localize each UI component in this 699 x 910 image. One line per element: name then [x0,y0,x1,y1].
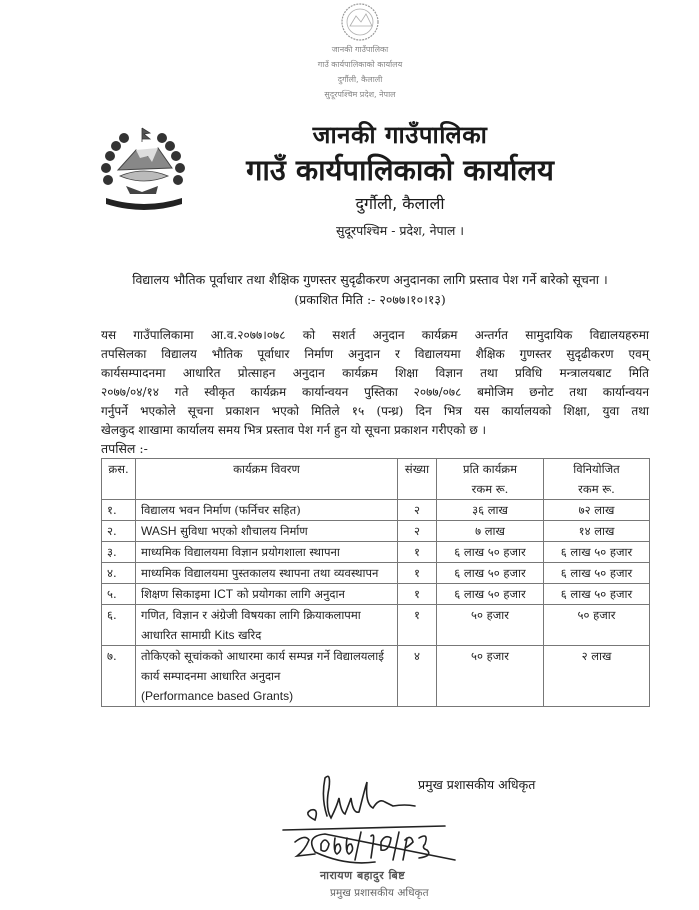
row-serial: ६. [102,605,136,646]
body-line: खेलकुद शाखामा कार्यालय समय भित्र प्रस्ताव पेश गर्न हुन यो सूचना प्रकाशन गरीएको छ । [101,423,487,437]
seal-line-4: सुदूरपश्चिम प्रदेश, नेपाल [324,90,396,99]
seal-line-3: दुर्गौली, कैलाली [337,75,383,84]
header-per-program-line1: प्रति कार्यक्रम [463,462,517,476]
row-quantity: १ [398,563,437,584]
row-serial: २. [102,521,136,542]
header-quantity: संख्या [398,459,437,500]
coat-of-arms-icon [96,124,192,214]
municipality-name: जानकी गाउँपालिका [312,121,488,149]
grant-programs-table [101,458,650,707]
row-allocated: ७२ लाख [544,500,650,521]
table-row [102,605,650,646]
office-province: सुदूरपश्चिम - प्रदेश, नेपाल । [335,223,465,238]
table-row [102,584,650,605]
row-description: माध्यमिक विद्यालयमा विज्ञान प्रयोगशाला स्थापना [136,542,398,563]
signatory-name: नारायण बहादुर बिष्ट [320,869,406,882]
seal-line-2: गाउँ कार्यपालिकाको कार्यालय [317,60,403,69]
table-row [102,521,650,542]
header-description: कार्यक्रम विवरण [136,459,398,500]
office-location: दुर्गौली, कैलाली [355,194,445,213]
office-seal-stamp [290,2,430,106]
row-per-program: ६ लाख ५० हजार [437,563,544,584]
row-serial: ७. [102,646,136,707]
row-description-pre: तोकिएको सूचांकको आधारमा कार्य सम्पन्न गर्ने विद्यालयलाई कार्य सम्पादनमा आधारित अनुदान [141,649,384,683]
row-allocated: ६ लाख ५० हजार [544,584,650,605]
row-description [136,521,398,542]
seal-line-1: जानकी गाउँपालिका [331,45,389,54]
body-line: कार्यसम्पादनमा आधारित प्रोत्साहन अनुदान कार्यक्रम शिक्षा विज्ञान तथा प्रविधि मन्त्रालयबाट मिति [101,366,649,380]
row-per-program: ३६ लाख [437,500,544,521]
row-description-latin: ICT [213,587,234,601]
header-allocated-line1: विनियोजित [573,462,620,476]
row-description [136,584,398,605]
row-description-latin: WASH [141,524,177,538]
table-row [102,646,650,707]
body-line: तपसिलका विद्यालय भौतिक पूर्वाधार निर्माण अनुदान र विद्यालयमा शैक्षिक गुणस्तर सुदृढीकरण एवम् [101,347,649,361]
header-per-program-line2: रकम रू. [471,482,509,496]
seal-emblem-icon [290,2,430,42]
row-description-latin: (Performance based Grants) [141,689,294,703]
row-serial: ५. [102,584,136,605]
row-description-text: सुविधा भएको शौचालय निर्माण [176,524,308,538]
notice-subject: विद्यालय भौतिक पूर्वाधार तथा शैक्षिक गुणस्तर सुदृढीकरण अनुदानका लागि प्रस्ताव पेश गर्ने बारेको सूचना । [132,272,608,287]
header-per-program [437,459,544,500]
row-per-program: ५० हजार [437,605,544,646]
row-per-program: ६ लाख ५० हजार [437,584,544,605]
row-quantity: २ [398,521,437,542]
row-quantity: १ [398,584,437,605]
table-row [102,500,650,521]
header-serial: क्रस. [102,459,136,500]
body-line: २०७७/०४/१४ गते स्वीकृत कार्यक्रम कार्यान्वयन पुस्तिका २०७७/०७८ बमोजिम छनोट तथा कार्यान्वयन [101,385,649,399]
row-serial: ३. [102,542,136,563]
row-per-program: ६ लाख ५० हजार [437,542,544,563]
header-allocated-line2: रकम रू. [578,482,615,496]
row-description-pre: गणित, विज्ञान र अंग्रेजी विषयका लागि क्रियाकलापमा आधारित सामाग्री [141,608,361,642]
row-quantity: १ [398,605,437,646]
row-description: माध्यमिक विद्यालयमा पुस्तकालय स्थापना तथा व्यवस्थापन [136,563,398,584]
row-quantity: ४ [398,646,437,707]
table-row [102,563,650,584]
row-description-text: खरिद [234,628,262,642]
row-serial: १. [102,500,136,521]
table-header-row [102,459,650,500]
row-description-pre: शिक्षण सिकाइमा [141,587,214,601]
nepal-emblem-logo [96,124,192,214]
row-description: विद्यालय भवन निर्माण (फर्निचर सहित) [136,500,398,521]
row-serial: ४. [102,563,136,584]
body-line: यस गाउँपालिकामा आ.व.२०७७।०७८ को सशर्त अनुदान कार्यक्रम अन्तर्गत सामुदायिक विद्यालयहरुमा [101,328,649,342]
header-allocated [544,459,650,500]
row-quantity: १ [398,542,437,563]
row-description-latin: Kits [214,628,235,642]
details-label: तपसिल :- [101,441,148,456]
office-name: गाउँ कार्यपालिकाको कार्यालय [246,153,554,187]
row-per-program: ५० हजार [437,646,544,707]
notice-body [101,326,649,440]
signatory-role: प्रमुख प्रशासकीय अधिकृत [330,887,429,899]
row-allocated: ६ लाख ५० हजार [544,542,650,563]
row-allocated: १४ लाख [544,521,650,542]
row-allocated: ६ लाख ५० हजार [544,563,650,584]
row-allocated: २ लाख [544,646,650,707]
seal-text-block [290,42,430,102]
row-description-text: को प्रयोगका लागि अनुदान [233,587,345,601]
notice-subject-block [60,270,680,310]
row-description [136,605,398,646]
row-description [136,646,398,707]
body-line: गर्नुपर्ने भएकोले सूचना प्रकाशन भएको मितिले १५ (पन्ध्र) दिन भित्र यस कार्यालयको शिक्षा, युवा तथा [101,404,649,418]
publication-date: (प्रकाशित मिति :- २०७७।१०।१३) [294,292,446,307]
table-row [102,542,650,563]
row-per-program: ७ लाख [437,521,544,542]
row-allocated: ५० हजार [544,605,650,646]
signatory-title: प्रमुख प्रशासकीय अधिकृत [418,777,536,792]
row-quantity: २ [398,500,437,521]
notice-main-flow [101,326,649,707]
